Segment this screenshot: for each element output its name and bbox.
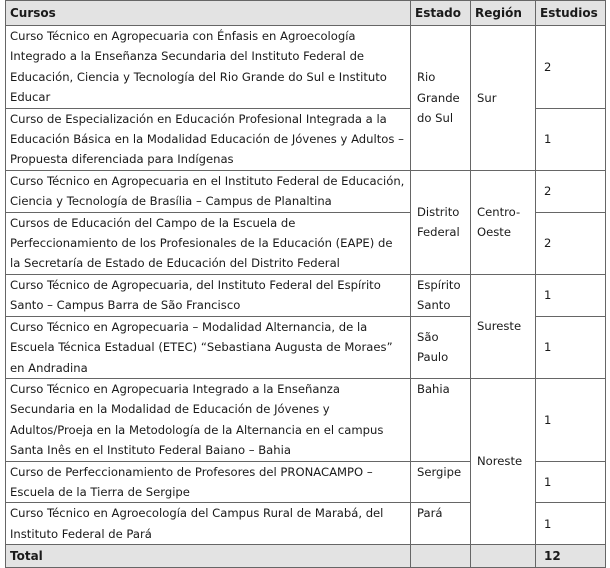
course-cell: Curso de Especialización en Educación Profesional Integrada a la Educación Básica en la Modalidad Educación de Jóvenes y Adultos – Propuesta diferenciada para Indígenas [6, 108, 411, 170]
header-region: Región [471, 1, 536, 26]
table-row [6, 170, 606, 212]
table-row [6, 26, 606, 109]
table-row [6, 378, 606, 461]
students-cell: 1 [536, 316, 606, 378]
state-cell: Espírito Santo [411, 274, 471, 316]
course-cell: Cursos de Educación del Campo de la Escuela de Perfeccionamiento de los Profesionales de la Educación (EAPE) de la Secretaría de Estado de Educación del Distrito Federal [6, 212, 411, 274]
course-cell: Curso Técnico en Agroecología del Campus Rural de Marabá, del Instituto Federal de Pará [6, 503, 411, 545]
header-students: Estudios [536, 1, 606, 26]
state-cell: Sergipe [411, 461, 471, 503]
header-state: Estado [411, 1, 471, 26]
courses-table [5, 0, 606, 568]
course-cell: Curso Técnico de Agropecuaria, del Instituto Federal del Espírito Santo – Campus Barra de São Francisco [6, 274, 411, 316]
region-cell: Sureste [471, 274, 536, 378]
students-cell: 2 [536, 212, 606, 274]
table-row [6, 274, 606, 316]
total-label: Total [6, 545, 411, 568]
state-cell: Pará [411, 503, 471, 545]
header-course: Cursos [6, 1, 411, 26]
students-cell: 1 [536, 378, 606, 461]
students-cell: 1 [536, 108, 606, 170]
course-cell: Curso Técnico en Agropecuaria con Énfasis en Agroecología Integrado a la Enseñanza Secundaria del Instituto Federal de Educación, Ciencia y Tecnología del Rio Grande do Sul e Instituto Educar [6, 26, 411, 109]
total-value: 12 [536, 545, 606, 568]
students-cell: 2 [536, 170, 606, 212]
course-cell: Curso de Perfeccionamiento de Profesores del PRONACAMPO – Escuela de la Tierra de Sergipe [6, 461, 411, 503]
course-cell: Curso Técnico en Agropecuaria Integrado a la Enseñanza Secundaria en la Modalidad de Educación de Jóvenes y Adultos/Proeja en la Metodología de la Alternancia en el campus Santa Inês en el Instituto Federal Baiano – Bahia [6, 378, 411, 461]
students-cell: 2 [536, 26, 606, 109]
state-cell: São Paulo [411, 316, 471, 378]
region-cell: Sur [471, 26, 536, 171]
state-cell: Bahia [411, 378, 471, 461]
course-cell: Curso Técnico en Agropecuaria en el Instituto Federal de Educación, Ciencia y Tecnología de Brasília – Campus de Planaltina [6, 170, 411, 212]
region-cell: Noreste [471, 378, 536, 544]
course-cell: Curso Técnico en Agropecuaria – Modalidad Alternancia, de la Escuela Técnica Estadual (ETEC) “Sebastiana Augusta de Moraes” en Andradina [6, 316, 411, 378]
students-cell: 1 [536, 274, 606, 316]
students-cell: 1 [536, 503, 606, 545]
total-empty-state [411, 545, 471, 568]
students-cell: 1 [536, 461, 606, 503]
state-cell: Distrito Federal [411, 170, 471, 274]
total-row [6, 545, 606, 568]
state-cell: Rio Grande do Sul [411, 26, 471, 171]
region-cell: Centro-Oeste [471, 170, 536, 274]
header-row [6, 1, 606, 26]
total-empty-region [471, 545, 536, 568]
